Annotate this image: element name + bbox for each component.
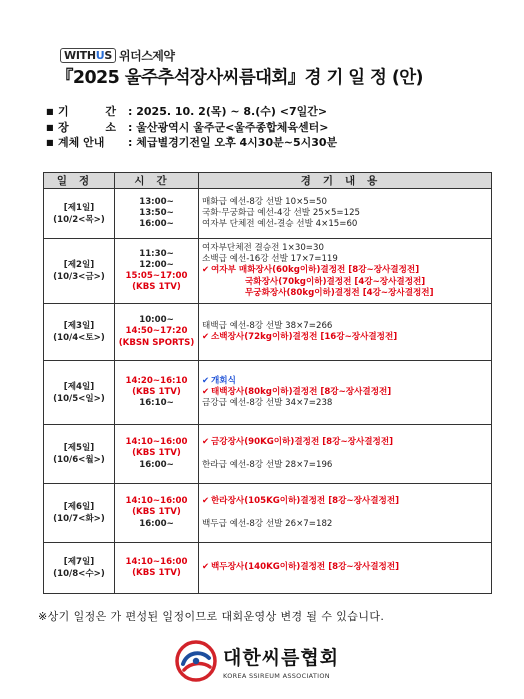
events-cell [199, 543, 492, 594]
checkmark-icon: ✔ [202, 375, 210, 386]
info-label: 계체 안내 [58, 136, 105, 149]
schedule-table [43, 172, 492, 594]
time-slot: 16:00~ [139, 219, 174, 230]
time-cell [115, 239, 199, 304]
square-bullet-icon: ■ [46, 107, 54, 116]
time-slot: (KBS 1TV) [132, 386, 181, 397]
event-item: 소백급 예선-16강 선발 17×7=119 [202, 254, 338, 265]
withus-logo-mark: WITHUS [60, 48, 116, 63]
checkmark-icon: ✔ [202, 386, 210, 397]
info-value: : 2025. 10. 2(목) ~ 8.(수) <7일간> [128, 105, 328, 118]
time-slot: (KBS 1TV) [132, 282, 181, 293]
events-cell [199, 304, 492, 361]
event-item: ✔ 백두장사(140KG이하)결정전 [8강~장사결정전] [202, 562, 400, 573]
table-row [44, 189, 492, 239]
header-date: 일정 [44, 173, 115, 189]
time-cell [115, 484, 199, 543]
event-item: 국화·무궁화급 예선-4강 선발 25×5=125 [202, 207, 361, 218]
square-bullet-icon: ■ [46, 138, 54, 147]
info-row [46, 104, 337, 120]
day-label: [제3일] [63, 321, 95, 331]
event-item: 백두급 예선-8강 선발 26×7=182 [202, 518, 333, 529]
day-date: (10/3<금>) [53, 272, 105, 282]
page-title: 『2025 울주추석장사씨름대회』경 기 일 정 (안) [56, 68, 423, 88]
time-slot: 11:30~ [139, 248, 174, 259]
org-name-korean: 대한씨름협회 [223, 646, 340, 669]
events-cell [199, 189, 492, 239]
time-slot: 16:10~ [139, 398, 174, 409]
day-label: [제7일] [63, 557, 95, 567]
day-date: (10/6<월>) [53, 455, 105, 465]
events-cell [199, 484, 492, 543]
info-label: 장 소 [58, 120, 116, 134]
day-label: [제1일] [63, 202, 95, 213]
time-slot: 14:10~16:00 [125, 496, 188, 507]
time-slot: 14:20~16:10 [125, 375, 188, 386]
event-item: 여자부 단체전 예선-결승 선발 4×15=60 [202, 219, 358, 230]
time-slot: 14:10~16:00 [125, 437, 188, 448]
time-slot: 14:50~17:20 [125, 326, 188, 337]
time-slot: 14:10~16:00 [125, 556, 188, 567]
info-value: : 체급별경기전일 오후 4시30분~5시30분 [128, 136, 338, 149]
day-cell [44, 304, 115, 361]
info-value: : 울산광역시 울주군<울주종합체육센터> [128, 120, 329, 134]
events-cell [199, 361, 492, 425]
event-item: ✔ 소백장사(72kg이하)결정전 [16강~장사결정전] [202, 332, 398, 342]
day-label: [제4일] [63, 381, 95, 392]
info-label: 기 간 [58, 105, 116, 118]
events-cell [199, 239, 492, 304]
day-label: [제2일] [63, 260, 95, 270]
header-events: 경기내용 [199, 173, 492, 189]
event-item: 국화장사(70kg이하)결정전 [4강~장사결정전] [245, 276, 426, 287]
table-row [44, 484, 492, 543]
time-slot: (KBS 1TV) [132, 448, 181, 459]
org-footer [175, 640, 339, 682]
event-item: ✔ 금강장사(90KG이하)결정전 [8강~장사결정전] [202, 437, 394, 448]
time-cell [115, 361, 199, 425]
table-row [44, 304, 492, 361]
time-slot: 12:00~ [139, 259, 174, 270]
day-cell [44, 543, 115, 594]
time-cell [115, 543, 199, 594]
table-row [44, 361, 492, 425]
time-slot: 10:00~ [139, 315, 174, 326]
checkmark-icon: ✔ [202, 496, 210, 507]
time-cell [115, 304, 199, 361]
event-item: ✔ 한라장사(105KG이하)결정전 [8강~장사결정전] [202, 496, 400, 507]
day-label: [제6일] [63, 502, 95, 512]
day-date: (10/4<토>) [53, 333, 105, 343]
square-bullet-icon: ■ [46, 122, 54, 132]
ssireum-association-logo-icon [175, 640, 217, 682]
day-cell [44, 189, 115, 239]
sponsor-logo [60, 47, 174, 64]
day-date: (10/8<수>) [53, 569, 105, 579]
event-item: 무궁화장사(80kg이하)결정전 [4강~장사결정전] [245, 287, 434, 298]
time-slot: (KBS 1TV) [132, 568, 181, 578]
events-cell [199, 425, 492, 484]
time-slot: 16:00~ [139, 518, 174, 529]
day-date: (10/7<화>) [53, 514, 105, 524]
table-row [44, 425, 492, 484]
time-slot: (KBSN SPORTS) [118, 337, 195, 348]
header-time: 시간 [115, 173, 199, 189]
time-slot: 16:00~ [139, 459, 174, 470]
checkmark-icon: ✔ [202, 332, 210, 342]
day-date: (10/5<일>) [53, 393, 105, 404]
day-cell [44, 425, 115, 484]
event-item: 금강급 예선-8강 선발 34×7=238 [202, 398, 333, 409]
event-item: 한라급 예선-8강 선발 28×7=196 [202, 459, 333, 470]
table-row [44, 239, 492, 304]
time-slot: 13:00~ [139, 196, 174, 207]
event-item: ✔ 개회식 [202, 375, 236, 386]
day-cell [44, 361, 115, 425]
event-item: ✔ 여자부 매화장사(60kg이하)결정전 [8강~장사결정전] [202, 265, 420, 276]
time-slot: 13:50~ [139, 207, 174, 218]
info-row [46, 120, 337, 136]
time-slot: (KBS 1TV) [132, 507, 181, 518]
event-item: 태백급 예선-8강 선발 38×7=266 [202, 320, 333, 331]
sponsor-name: 위더스제약 [119, 49, 175, 63]
table-header-row [44, 173, 492, 189]
day-date: (10/2<목>) [53, 214, 105, 225]
schedule-note: ※상기 일정은 가 편성된 일정이므로 대회운영상 변경 될 수 있습니다. [38, 610, 385, 623]
checkmark-icon: ✔ [202, 265, 210, 276]
event-item: ✔ 태백장사(80kg이하)결정전 [8강~장사결정전] [202, 386, 392, 397]
event-info [46, 104, 337, 151]
event-item: 매화급 예선-8강 선발 10×5=50 [202, 196, 327, 207]
day-cell [44, 484, 115, 543]
time-cell [115, 189, 199, 239]
time-cell [115, 425, 199, 484]
checkmark-icon: ✔ [202, 562, 210, 573]
time-slot: 15:05~17:00 [125, 271, 188, 281]
org-name-english: KOREA SSIREUM ASSOCIATION [223, 671, 330, 680]
day-cell [44, 239, 115, 304]
day-label: [제5일] [63, 443, 95, 453]
table-row [44, 543, 492, 594]
info-row [46, 135, 337, 151]
event-item: 여자부단체전 결승전 1×30=30 [202, 242, 324, 253]
checkmark-icon: ✔ [202, 437, 210, 448]
